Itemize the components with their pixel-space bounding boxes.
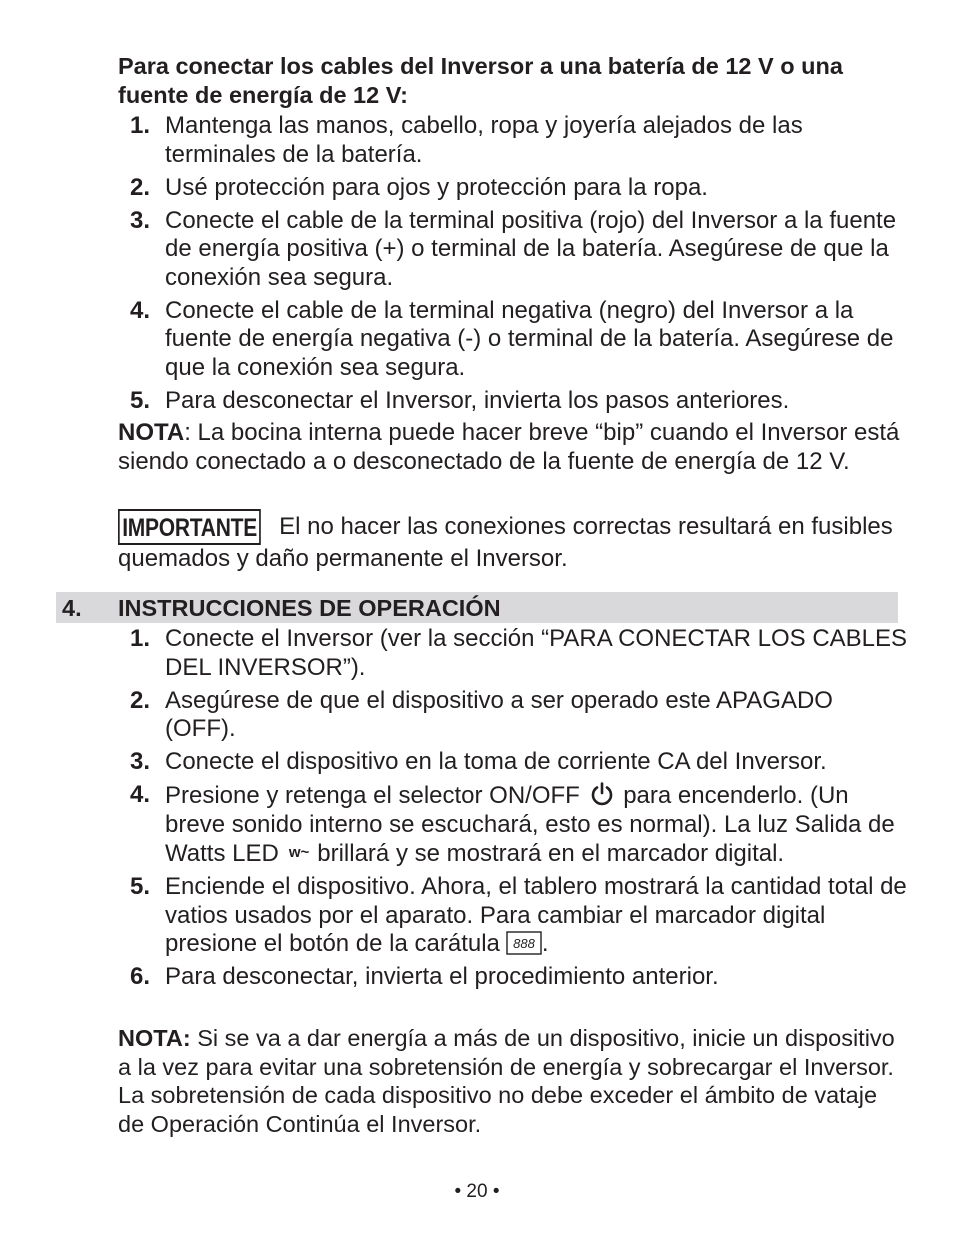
list-item (130, 112, 910, 169)
note-text: Si se va a dar energía a más de un dispositivo, inicie un dispositivo a la vez para evitar una sobretensión de energía y sobrecargar el Inversor. La sobretensión de cada dispositivo no debe exceder el ámbito de vataje de Operación Continúa el Inversor. (118, 1025, 895, 1137)
step-text: Conecte el Inversor (ver la sección “PARA CONECTAR LOS CABLES DEL INVERSOR”). (165, 625, 908, 681)
step-text-part: para encenderlo. (Un breve sonido interno se escuchará, esto es normal). La luz Salida de Watts LED (165, 782, 895, 867)
watts-output-icon: w~ (288, 844, 310, 861)
list-item (130, 687, 910, 744)
list-item (130, 387, 910, 416)
step-text: Para desconectar, invierta el procedimiento anterior. (165, 963, 719, 990)
list-item (130, 963, 910, 992)
step-text (165, 873, 910, 959)
step-text-part: Presione y retenga el selector ON/OFF (165, 782, 580, 809)
important-text: El no hacer las conexiones correctas resultará en fusibles quemados y daño permanente el Inversor. (118, 513, 893, 572)
list-item (130, 781, 910, 869)
list-item (130, 174, 910, 203)
step-number: 4. (130, 781, 151, 808)
section-number: 4. (62, 595, 82, 621)
list-item (130, 297, 910, 383)
important-paragraph (118, 509, 908, 574)
step-text-part: brillará y se mostrará en el marcador digital. (317, 840, 785, 867)
important-badge: IMPORTANTE (118, 509, 261, 545)
step-text: Mantenga las manos, cabello, ropa y joyería alejados de las terminales de la batería. (165, 112, 803, 168)
list-item (130, 207, 910, 293)
step-number: 4. (130, 296, 151, 324)
note-label: NOTA (118, 419, 185, 446)
list-item (130, 748, 910, 777)
connect-cables-heading: Para conectar los cables del Inversor a una batería de 12 V o una fuente de energía de 12 V: (118, 53, 843, 108)
note-paragraph (118, 419, 908, 476)
step-number: 5. (130, 386, 151, 414)
section-header (56, 592, 898, 623)
note-paragraph-2 (118, 1024, 908, 1138)
step-text-part: Enciende el dispositivo. Ahora, el tablero mostrará la cantidad total de vatios usados por el aparato. Para cambiar el marcador digital presione el botón de la carátula (165, 873, 907, 957)
note-label: NOTA: (118, 1025, 191, 1051)
step-number: 3. (130, 206, 151, 234)
step-number: 6. (130, 963, 151, 990)
connect-steps-list (130, 112, 910, 420)
step-number: 2. (130, 173, 151, 201)
step-text: Conecte el cable de la terminal negativa (negro) del Inversor a la fuente de energía negativa (-) o terminal de la batería. Asegúrese de que la conexión sea segura. (165, 296, 894, 381)
step-text (165, 781, 910, 869)
step-text: Asegúrese de que el dispositivo a ser operado este APAGADO (OFF). (165, 686, 833, 742)
step-text: Usé protección para ojos y protección para la ropa. (165, 173, 708, 201)
step-number: 5. (130, 873, 151, 900)
step-number: 3. (130, 748, 151, 775)
step-text: Para desconectar el Inversor, invierta los pasos anteriores. (165, 386, 790, 414)
power-icon (589, 781, 615, 807)
page-number: • 20 • (454, 1181, 500, 1202)
list-item (130, 873, 910, 959)
digital-display-icon (506, 931, 542, 955)
dial-symbol: 888 (513, 936, 535, 951)
step-text: Conecte el cable de la terminal positiva (rojo) del Inversor a la fuente de energía positiva (+) o terminal de la batería. Asegúrese de que la conexión sea segura. (165, 206, 897, 291)
step-number: 2. (130, 686, 151, 714)
note-text: : La bocina interna puede hacer breve “bip” cuando el Inversor está siendo conectado a o desconectado de la fuente de energía de 12 V. (118, 419, 900, 475)
operation-steps-list (130, 625, 910, 996)
step-text: Conecte el dispositivo en la toma de corriente CA del Inversor. (165, 748, 827, 775)
section-title: INSTRUCCIONES DE OPERACIÓN (118, 595, 501, 621)
step-number: 1. (130, 112, 151, 139)
step-number: 1. (130, 625, 151, 652)
step-text-part: . (541, 930, 549, 957)
list-item (130, 625, 910, 682)
